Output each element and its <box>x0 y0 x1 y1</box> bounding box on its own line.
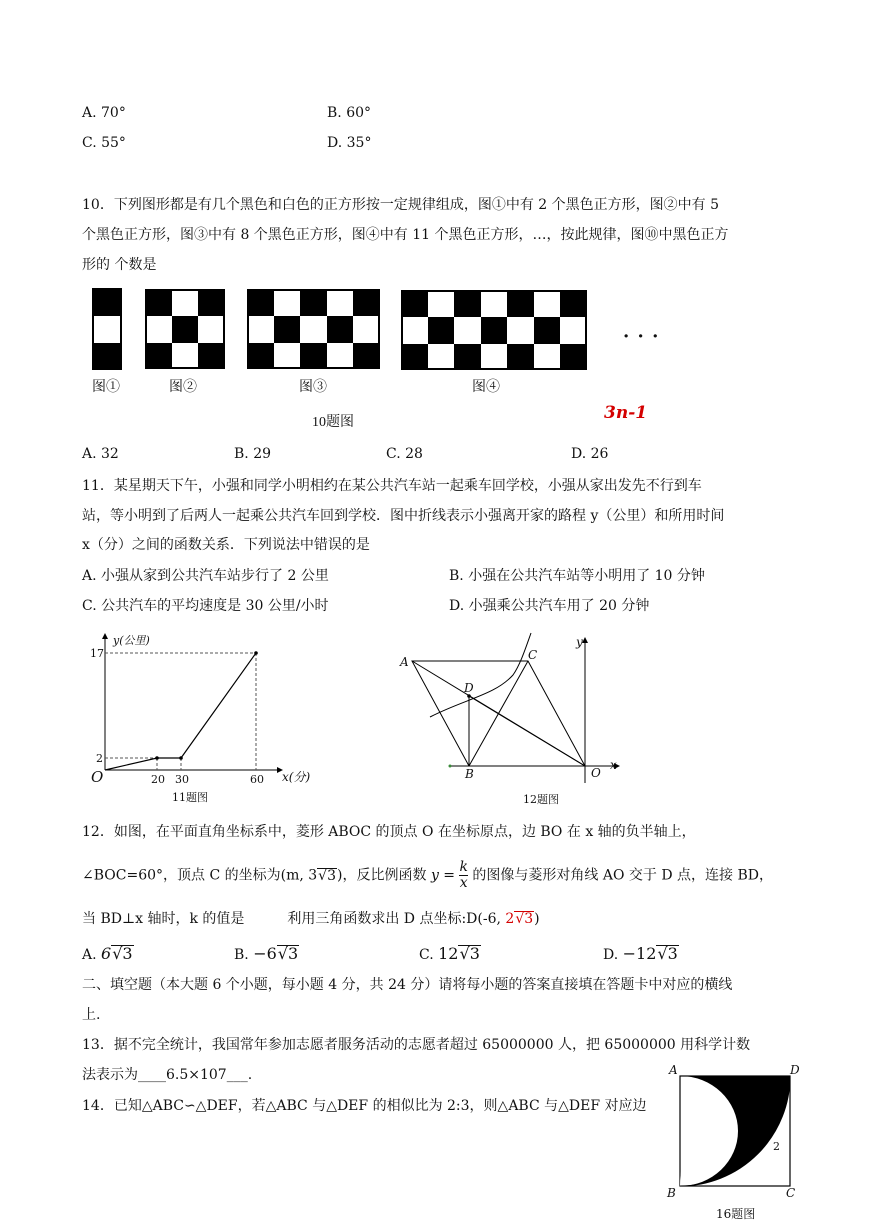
q10-figure-1 <box>93 289 121 369</box>
q11-ytick-2: 2 <box>96 752 103 765</box>
q12-note-sqrt: √3 <box>515 911 534 927</box>
q16-figure <box>670 1062 800 1192</box>
q12-point-a: A <box>400 655 409 669</box>
q12-axis-x: x <box>610 758 617 772</box>
q11-xtick-20: 20 <box>151 773 165 786</box>
q12-text-line1: 12．如图，在平面直角坐标系中，菱形 ABOC 的顶点 O 在坐标原点，边 BO 在 x 轴的负半轴上， <box>82 824 696 840</box>
q10-text-line3: 形的 个数是 <box>82 257 157 273</box>
q12-line2-a: ∠BOC=60°，顶点 C 的坐标为(m, 3 <box>82 867 318 884</box>
q9-option-c: C. 55° <box>82 135 126 151</box>
q11-ylabel: y(公里) <box>113 634 150 647</box>
q16-label-b: B <box>667 1186 676 1200</box>
q10-figure-2 <box>145 289 225 369</box>
q9-option-d: D. 35° <box>327 135 372 151</box>
q10-label-1: 图① <box>92 379 120 395</box>
q11-option-b: B. 小强在公共汽车站等小明用了 10 分钟 <box>449 568 705 584</box>
q10-text-line2: 个黑色正方形，图③中有 8 个黑色正方形，图④中有 11 个黑色正方形，…，按此规律，图⑩中黑色正方 <box>82 227 729 243</box>
q12-func-fraction: $\frac{k}{x}$ <box>459 859 468 891</box>
q10-label-3: 图③ <box>299 379 327 395</box>
q10-figure-4 <box>401 290 587 370</box>
q16-side-length: 2 <box>773 1140 780 1153</box>
q12-axis-y: y <box>576 635 583 649</box>
q9-option-b: B. 60° <box>327 105 372 121</box>
q12-option-b: B. −6√3 <box>234 944 299 963</box>
q11-xtick-60: 60 <box>250 773 264 786</box>
q10-option-a: A. 32 <box>82 446 119 462</box>
q12-point-b: B <box>465 767 474 781</box>
q16-label-a: A <box>669 1063 678 1077</box>
q14-text-line1: 14．已知△ABC∽△DEF，若△ABC 与△DEF 的相似比为 2:3，则△ABC 与△DEF 对应边 <box>82 1098 647 1114</box>
q10-option-c: C. 28 <box>386 446 423 462</box>
q12-point-o: O <box>591 766 601 780</box>
q11-text-line3: x（分）之间的函数关系．下列说法中错误的是 <box>82 537 370 553</box>
q11-caption: 11题图 <box>172 791 208 804</box>
q12-point-d: D <box>464 681 474 695</box>
q12-func-y: y = <box>430 867 456 884</box>
q16-caption: 16题图 <box>716 1207 756 1221</box>
q11-option-d: D. 小强乘公共汽车用了 20 分钟 <box>449 598 650 614</box>
q12-point-c: C <box>528 648 538 662</box>
q12-option-c: C. 12√3 <box>419 944 480 963</box>
q11-xtick-30: 30 <box>175 773 189 786</box>
q10-figure-3 <box>247 289 380 369</box>
q12-note: 利用三角函数求出 D 点坐标:D(-6, 2√3) <box>287 911 540 927</box>
q12-option-d: D. −12√3 <box>603 944 678 963</box>
q12-caption: 12题图 <box>523 793 559 806</box>
q11-option-c: C. 公共汽车的平均速度是 30 公里/小时 <box>82 598 329 614</box>
q10-answer-note: 3n-1 <box>604 403 648 423</box>
q12-option-a: A. 6√3 <box>82 944 133 963</box>
q16-label-d: D <box>790 1063 800 1077</box>
q11-ytick-17: 17 <box>90 647 104 660</box>
q10-figure-caption: 10题图 <box>312 415 354 430</box>
q10-option-b: B. 29 <box>234 446 272 462</box>
q10-option-d: D. 26 <box>571 446 609 462</box>
q10-text-line1: 10．下列图形都是有几个黑色和白色的正方形按一定规律组成，图①中有 2 个黑色正方形，图②中有 5 <box>82 197 719 213</box>
q16-label-c: C <box>786 1186 796 1200</box>
section2-text-line1: 二、填空题（本大题 6 个小题，每小题 4 分，共 24 分）请将每小题的答案直接填在答题卡中对应的横线 <box>82 977 733 993</box>
q11-option-a: A. 小强从家到公共汽车站步行了 2 公里 <box>82 568 329 584</box>
q10-label-4: 图④ <box>472 379 500 395</box>
q10-ellipsis: · · · <box>623 326 660 347</box>
q11-origin: O <box>91 768 104 786</box>
q12-line2-b: )，反比例函数 <box>337 867 427 884</box>
q13-text-line1: 13．据不完全统计，我国常年参加志愿者服务活动的志愿者超过 65000000 人，把 65000000 用科学计数 <box>82 1037 751 1053</box>
q11-graph <box>85 632 325 777</box>
q11-text-line1: 11．某星期天下午，小强和同学小明相约在某公共汽车站一起乘车回学校，小强从家出发先不行到车 <box>82 478 702 494</box>
q12-text-line3: 当 BD⊥x 轴时，k 的值是 利用三角函数求出 D 点坐标:D(-6, 2√3) <box>82 911 540 927</box>
q13-text-line2: 法表示为____6.5×107___. <box>82 1067 253 1083</box>
q11-xlabel: x(分) <box>282 770 311 784</box>
q10-label-2: 图② <box>169 379 197 395</box>
q12-line2-sqrt: √3 <box>318 867 337 884</box>
q9-option-a: A. 70° <box>82 105 126 121</box>
q10-pattern-figures <box>90 285 670 377</box>
section2-text-line2: 上. <box>82 1007 101 1023</box>
q12-text-line2 <box>82 860 773 891</box>
q12-line2-c: 的图像与菱形对角线 AO 交于 D 点，连接 BD， <box>472 867 773 884</box>
q11-text-line2: 站，等小明到了后两人一起乘公共汽车回到学校．图中折线表示小强离开家的路程 y（公里）和所用时间 <box>82 508 725 524</box>
